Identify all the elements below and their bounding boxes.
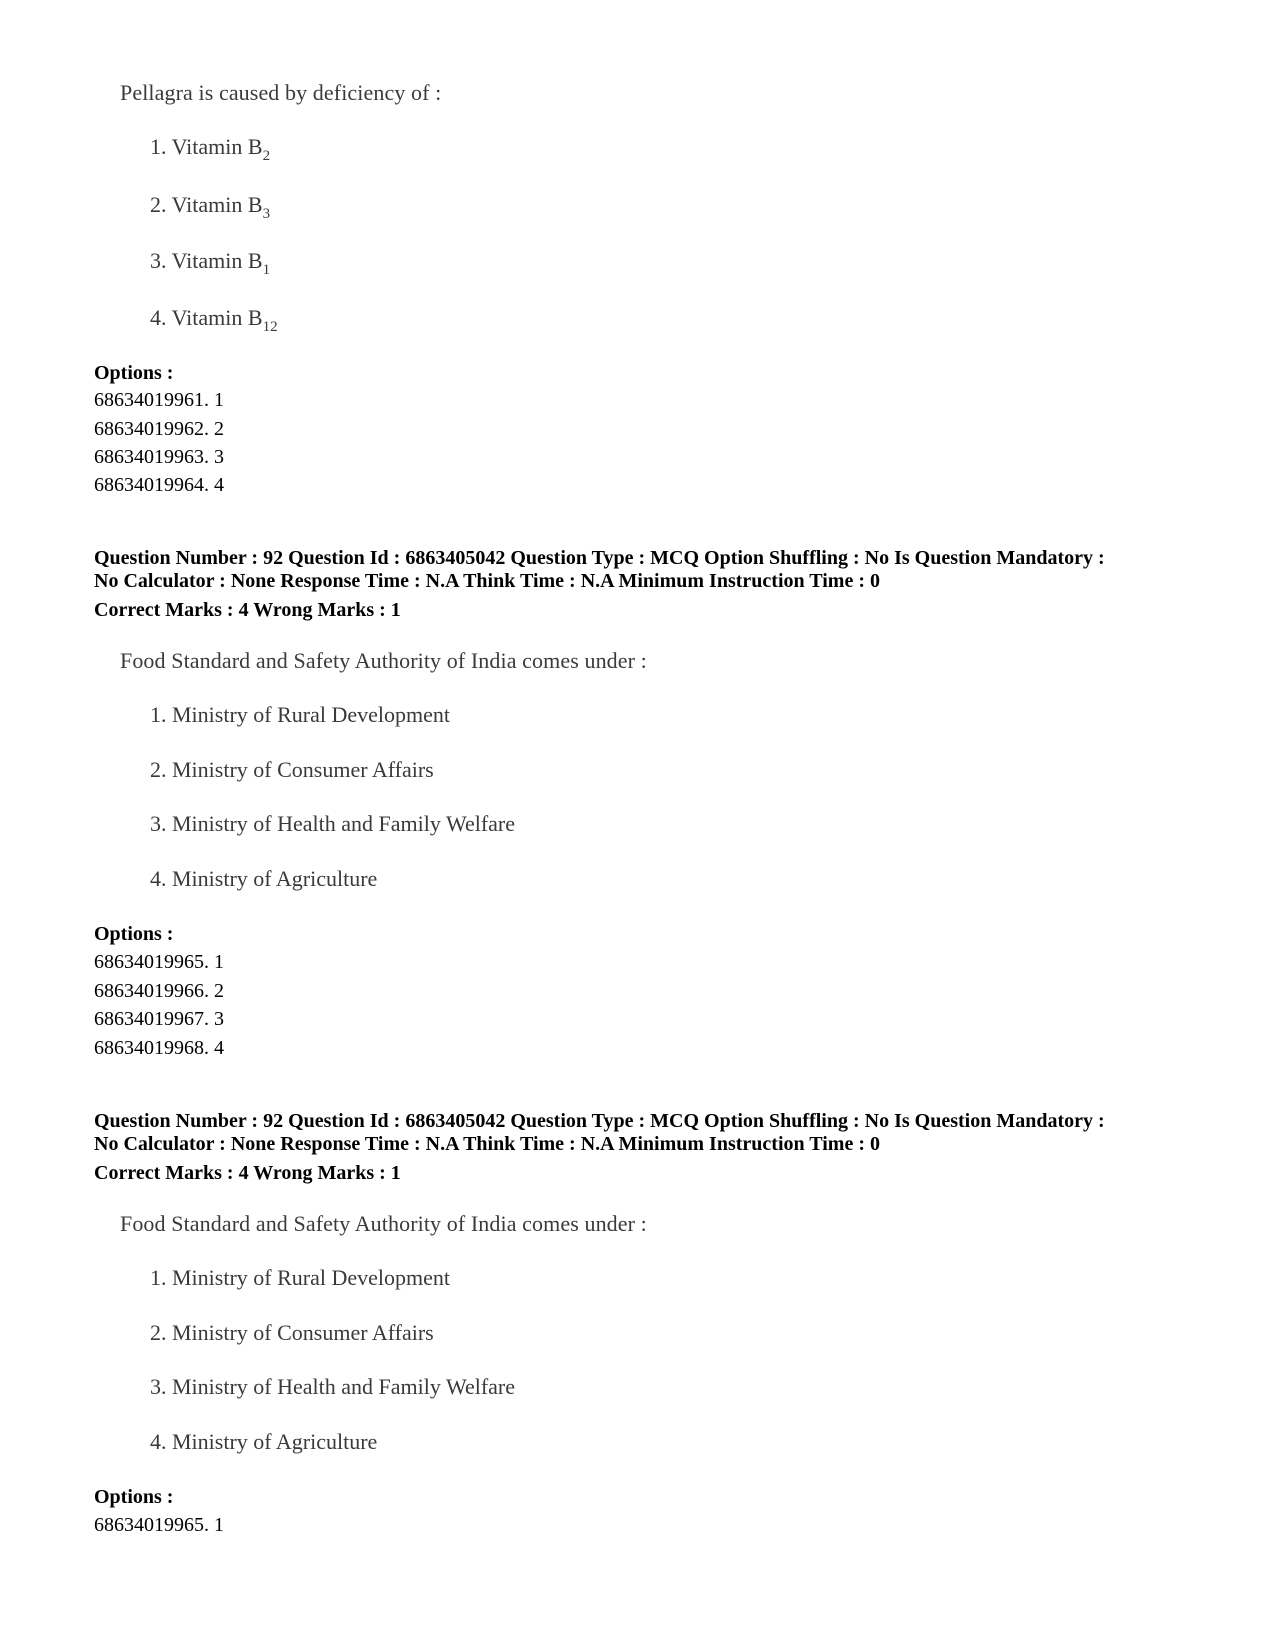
option-id: 68634019965. 1 <box>94 951 224 973</box>
question-choice: 3. Ministry of Health and Family Welfare <box>150 1374 516 1399</box>
question-choice: 4. Vitamin $B_{12}$ <box>150 305 278 335</box>
question-choice: 2. Vitamin $B_3$ <box>150 192 271 222</box>
options-label: Options : <box>94 362 174 384</box>
question-stem: Pellagra is caused by deficiency of : <box>120 80 442 105</box>
option-id: 68634019963. 3 <box>94 446 224 468</box>
question-choice: 1. Vitamin $B_2$ <box>150 134 271 164</box>
option-id: 68634019968. 4 <box>94 1037 224 1059</box>
option-id: 68634019967. 3 <box>94 1008 224 1030</box>
question-meta-line2: No Calculator : None Response Time : N.A Think Time : N.A Minimum Instruction Time : 0 <box>94 570 880 592</box>
options-label: Options : <box>94 923 174 945</box>
question-choice: 1. Ministry of Rural Development <box>150 702 451 727</box>
question-marks: Correct Marks : 4 Wrong Marks : 1 <box>94 599 401 621</box>
option-id: 68634019965. 1 <box>94 1514 224 1536</box>
question-choice: 4. Ministry of Agriculture <box>150 1429 378 1454</box>
question-meta-line2: No Calculator : None Response Time : N.A Think Time : N.A Minimum Instruction Time : 0 <box>94 1133 880 1155</box>
question-choice: 2. Ministry of Consumer Affairs <box>150 757 434 782</box>
question-choice: 3. Vitamin $B_1$ <box>150 248 271 278</box>
question-stem: Food Standard and Safety Authority of India comes under : <box>120 1211 647 1236</box>
options-label: Options : <box>94 1486 174 1508</box>
option-id: 68634019961. 1 <box>94 389 224 411</box>
option-id: 68634019964. 4 <box>94 474 224 496</box>
question-marks: Correct Marks : 4 Wrong Marks : 1 <box>94 1162 401 1184</box>
question-meta-line1: Question Number : 92 Question Id : 6863405042 Question Type : MCQ Option Shuffling : No Is Question Mandatory : <box>94 547 1105 569</box>
question-choice: 2. Ministry of Consumer Affairs <box>150 1320 434 1345</box>
question-choice: 4. Ministry of Agriculture <box>150 866 378 891</box>
question-choice: 1. Ministry of Rural Development <box>150 1265 451 1290</box>
option-id: 68634019962. 2 <box>94 418 224 440</box>
question-stem: Food Standard and Safety Authority of India comes under : <box>120 648 647 673</box>
option-id: 68634019966. 2 <box>94 980 224 1002</box>
question-choice: 3. Ministry of Health and Family Welfare <box>150 811 516 836</box>
question-meta-line1: Question Number : 92 Question Id : 6863405042 Question Type : MCQ Option Shuffling : No Is Question Mandatory : <box>94 1110 1105 1132</box>
